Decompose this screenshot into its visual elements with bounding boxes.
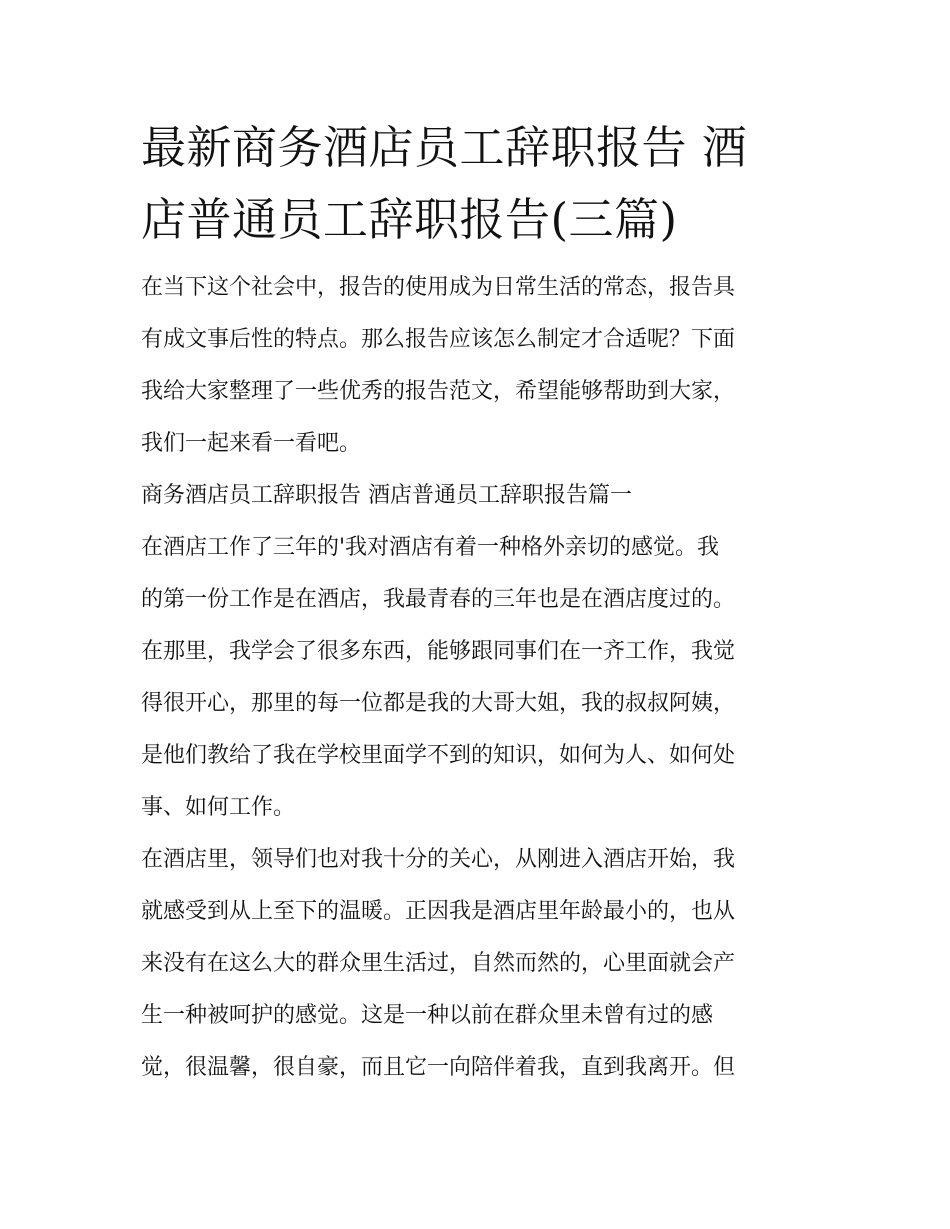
- text-line: 事、如何工作。: [141, 795, 296, 820]
- text-line: 就感受到从上至下的温暖。正因我是酒店里年龄最小的，也从: [141, 899, 736, 924]
- text-line: 觉，很温馨，很自豪，而且它一向陪伴着我，直到我离开。但: [141, 1055, 736, 1080]
- text-line: 在当下这个社会中，报告的使用成为日常生活的常态，报告具: [141, 275, 736, 300]
- text-line: 的第一份工作是在酒店，我最青春的三年也是在酒店度过的。: [141, 587, 736, 612]
- text-line: 我们一起来看一看吧。: [141, 431, 362, 456]
- body-paragraph: [141, 522, 813, 834]
- text-line: 在酒店工作了三年的'我对酒店有着一种格外亲切的感觉。我: [141, 535, 720, 560]
- text-line: 我给大家整理了一些优秀的报告范文，希望能够帮助到大家，: [141, 379, 736, 404]
- title-line: 店普通员工辞职报告(三篇): [141, 193, 678, 246]
- document-title: [141, 112, 813, 256]
- body-paragraph: [141, 834, 813, 1094]
- text-line: 来没有在这么大的群众里生活过，自然而然的，心里面就会产: [141, 951, 736, 976]
- document-content: [141, 112, 813, 1094]
- text-line: 生一种被呵护的感觉。这是一种以前在群众里未曾有过的感: [141, 1003, 714, 1028]
- text-line: 有成文事后性的特点。那么报告应该怎么制定才合适呢？下面: [141, 327, 736, 352]
- title-line: 最新商务酒店员工辞职报告 酒: [141, 121, 748, 174]
- text-line: 商务酒店员工辞职报告 酒店普通员工辞职报告篇一: [141, 483, 632, 508]
- text-line: 得很开心，那里的每一位都是我的大哥大姐，我的叔叔阿姨，: [141, 691, 736, 716]
- text-line: 是他们教给了我在学校里面学不到的知识，如何为人、如何处: [141, 743, 736, 768]
- text-line: 在那里，我学会了很多东西，能够跟同事们在一齐工作，我觉: [141, 639, 736, 664]
- section-heading: [141, 470, 813, 522]
- text-line: 在酒店里，领导们也对我十分的关心，从刚进入酒店开始，我: [141, 847, 736, 872]
- intro-paragraph: [141, 262, 813, 470]
